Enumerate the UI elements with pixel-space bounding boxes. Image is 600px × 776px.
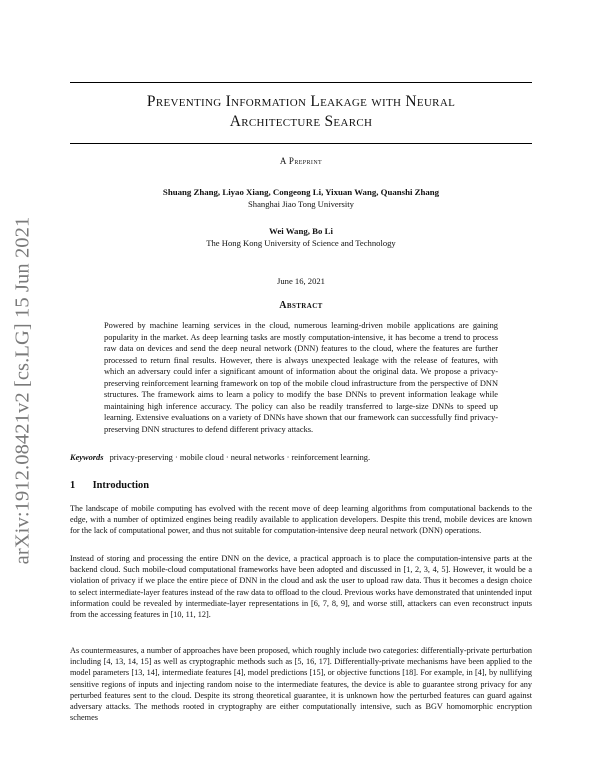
keywords-text: privacy-preserving · mobile cloud · neural networks · reinforcement learning.: [109, 453, 371, 462]
section-heading: [70, 480, 532, 491]
section-title: Introduction: [92, 480, 150, 491]
arxiv-identifier: [8, 210, 38, 570]
arxiv-identifier-text: arXiv:1912.08421v2 [cs.LG] 15 Jun 2021: [11, 216, 34, 564]
author-names-2: Wei Wang, Bo Li: [269, 226, 333, 236]
title-line-2: Architecture Search: [229, 113, 373, 130]
title-rule-top: [70, 82, 532, 83]
publication-date: June 16, 2021: [277, 276, 325, 286]
title-line-1: Preventing Information Leakage with Neural: [146, 93, 456, 110]
abstract-heading: Abstract: [279, 300, 323, 311]
section-number: 1: [70, 480, 76, 491]
author-names-1: Shuang Zhang, Liyao Xiang, Congeong Li, Yixuan Wang, Quanshi Zhang: [162, 187, 440, 197]
intro-paragraph-3: As countermeasures, a number of approaches have been proposed, which roughly include two categories: differentially-private perturbation including [4, 13, 14, 15] as well as cryptographic methods such as [5, 16, 17]. Differentially-private mechanisms have been applied to the model parameters [13, 14], intermediate features [4], model predictions [15], or objective functions [18]. For example, in [4], by nullifying sensitive regions of inputs and injecting random noise to the intermediate features, the device is able to guarantee strong privacy for any perturbed features sent to the cloud. Despite its strong theoretical guarantee, it is unknown how the perturbed features can guard against adversary attacks. The methods rooted in cryptography are either computationally intensive, such as BGV homomorphic encryption schemes: [70, 646, 532, 723]
title-rule-bottom: [70, 143, 532, 144]
keywords: [70, 452, 532, 463]
abstract-text: Powered by machine learning services in the cloud, numerous learning-driven mobile applications are gaining popularity in the market. As deep learning tasks are mostly computation-intensive, it has become a trend to process raw data on devices and send the deep neural network (DNN) features to the cloud, where the features are further processed to return final results. However, there is always unexpected leakage with the release of features, with which an adversary could infer a significant amount of information about the original data. We propose a privacy-preserving reinforcement learning framework on top of the mobile cloud infrastructure from the perspective of DNN structures. The framework aims to learn a policy to modify the base DNNs to prevent information leakage while maintaining high inference accuracy. The policy can also be readily transferred to large-size DNNs to speed up learning. Extensive evaluations on a variety of DNNs have shown that our framework can successfully find privacy-preserving DNN structures to defend different privacy attacks.: [104, 321, 498, 434]
affiliation-2: The Hong Kong University of Science and Technology: [206, 238, 396, 248]
intro-paragraph-2: Instead of storing and processing the entire DNN on the device, a practical approach is to place the computation-intensive parts at the backend cloud. Such mobile-cloud computational frameworks have been adopted and discussed in [1, 2, 3, 4, 5]. However, it would be a violation of privacy if we place the entire piece of DNN in the cloud and ask the user to upload raw data. Thus it becomes a design choice to select intermediate-layer features instead of the raw data to offload to the cloud. Previous works have demonstrated that unintended input information could be revealed by intermediate-layer representations in [6, 7, 8, 9], and worse still, attackers can even reconstruct inputs from the accessing features in [10, 11, 12].: [70, 554, 532, 620]
paper-title: [70, 92, 532, 132]
keywords-label: Keywords: [70, 453, 104, 462]
preprint-label: A Preprint: [279, 156, 323, 166]
intro-paragraph-1: The landscape of mobile computing has evolved with the recent move of deep learning algorithms from computational backends to the edge, with a number of optimized engines being readily available to application developers. Despite this trend, mobile devices are known for the lack of computational power, and thus not suitable for computation-intensive deep neural network (DNN) operations.: [70, 504, 532, 536]
affiliation-1: Shanghai Jiao Tong University: [248, 199, 354, 209]
